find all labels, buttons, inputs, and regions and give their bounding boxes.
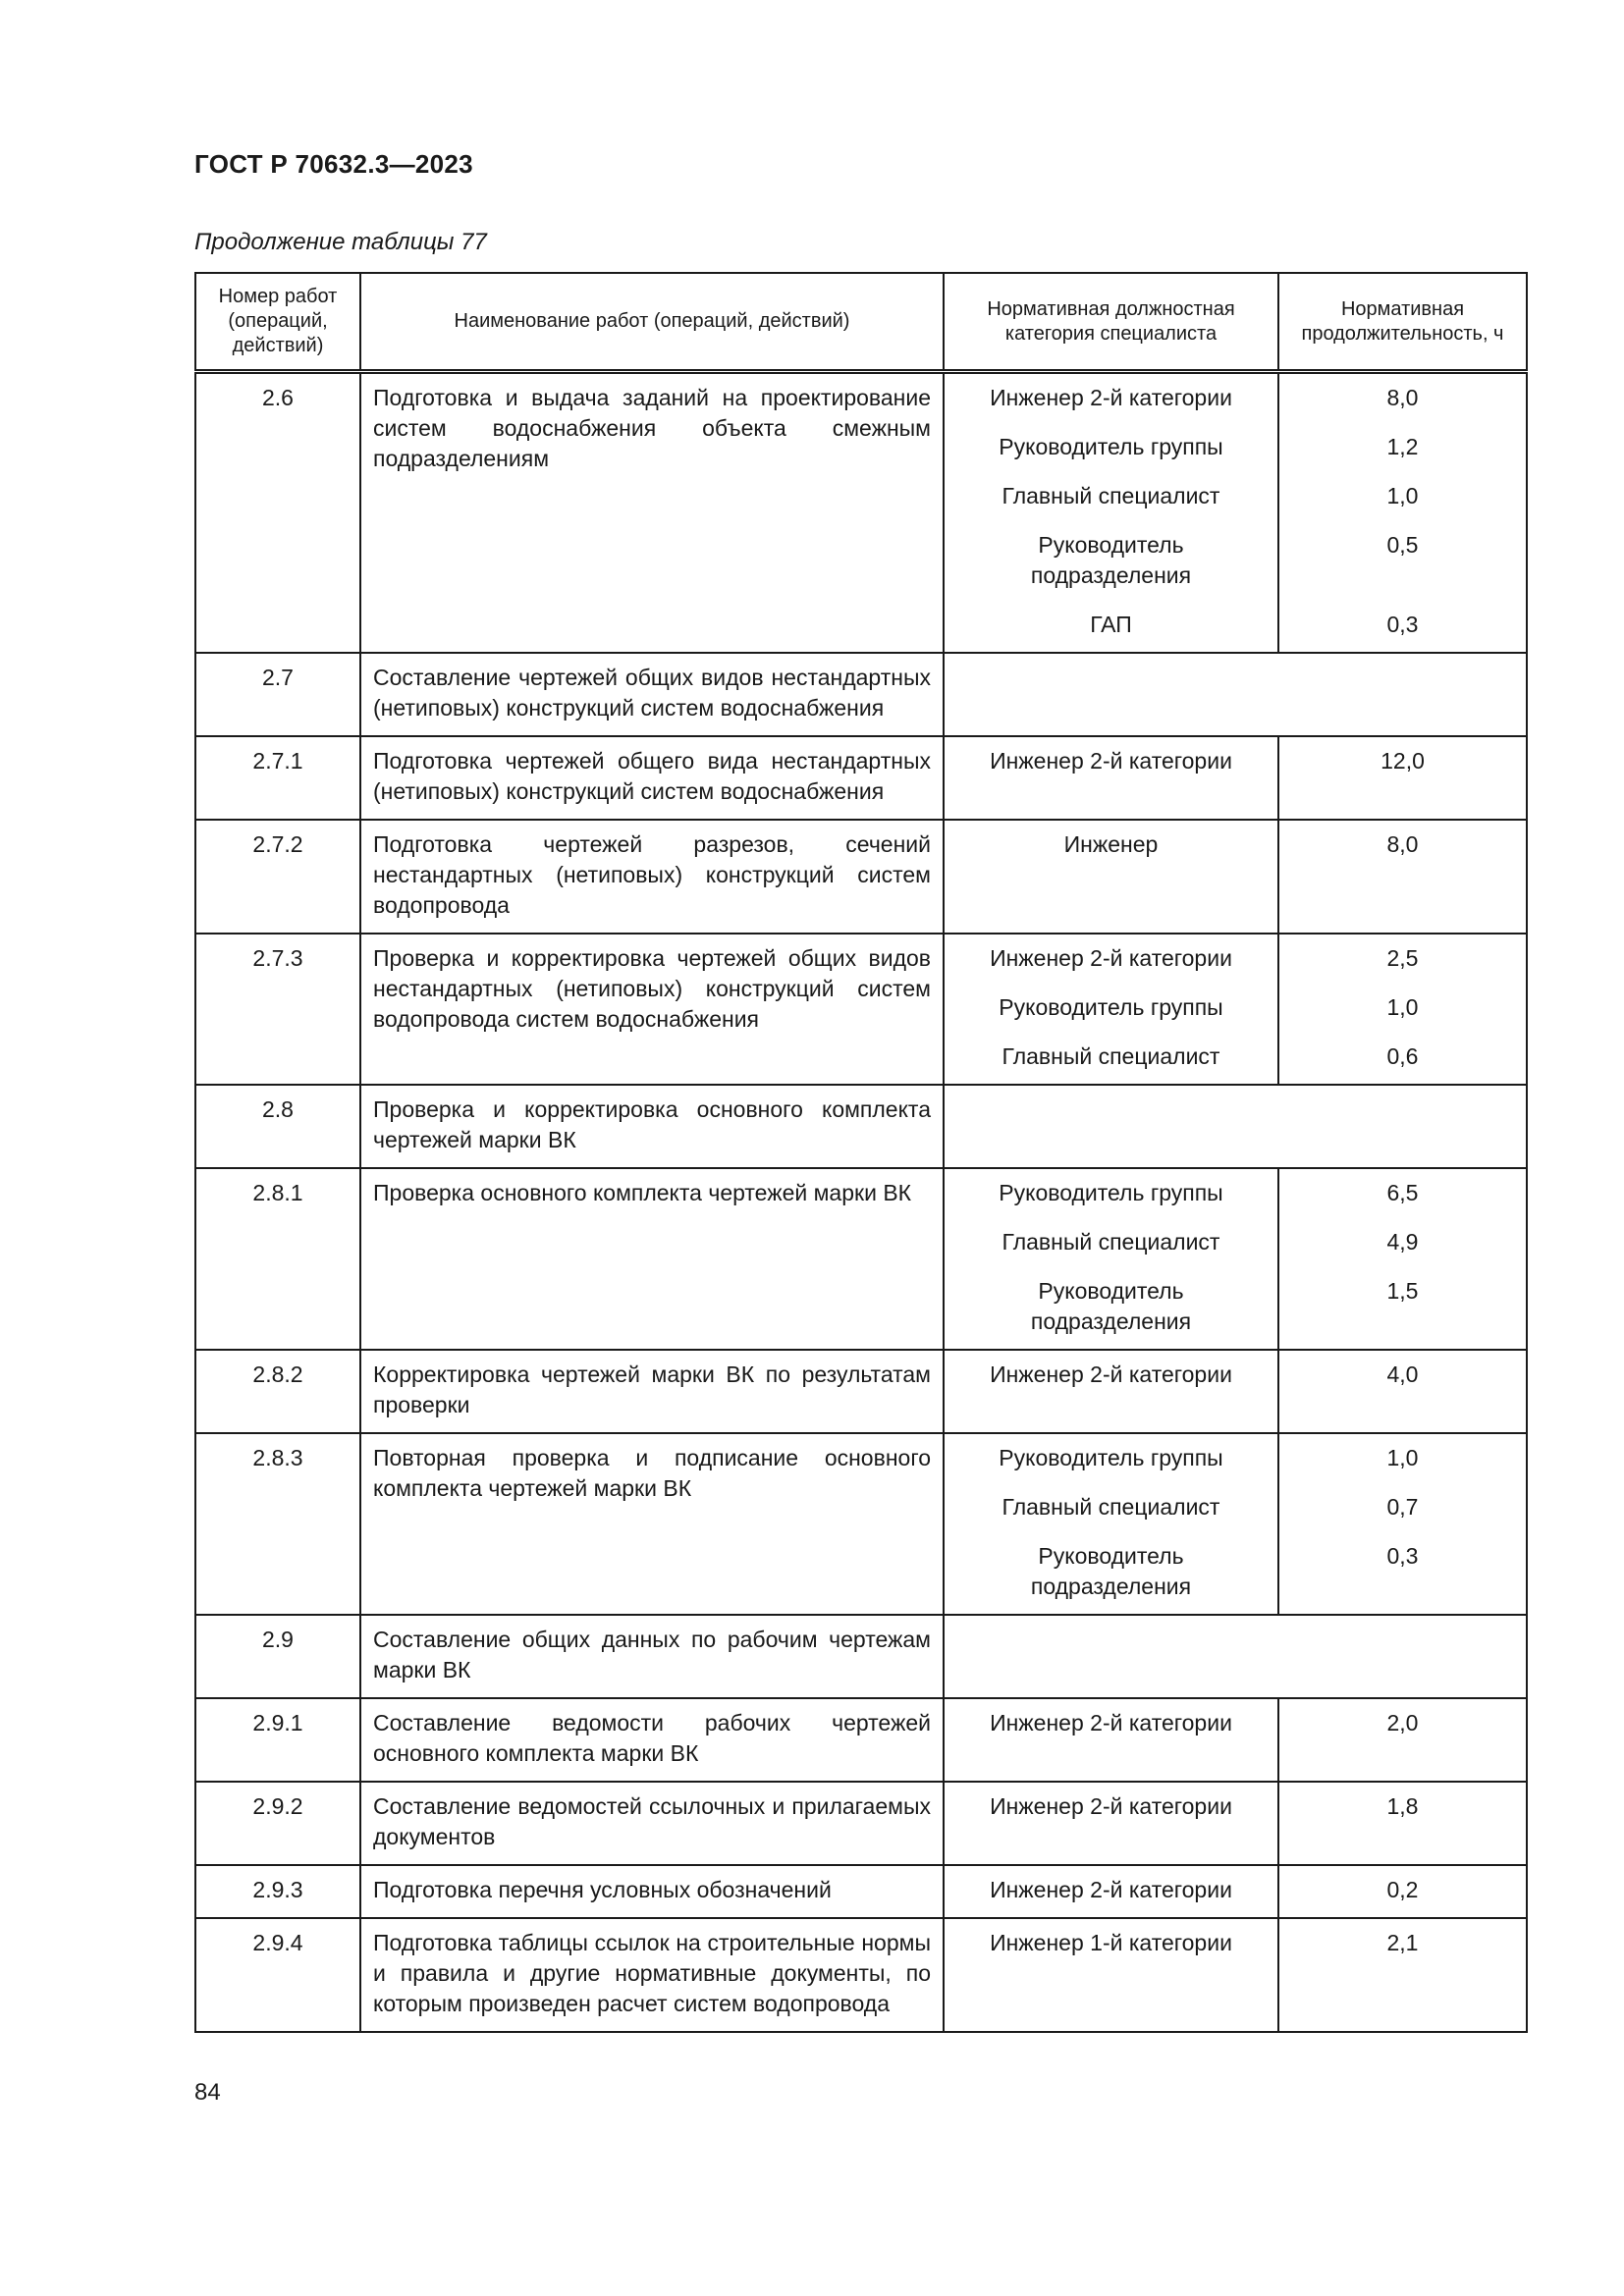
specialist-role: Инженер 2-й категории	[990, 1877, 1232, 1902]
table-row	[195, 1918, 1527, 2032]
work-number: 2.7	[195, 653, 360, 736]
work-number: 2.8.3	[195, 1433, 360, 1615]
specialist-role: Руководитель подразделения	[1030, 1543, 1192, 1599]
role-cell	[944, 1865, 1278, 1918]
work-number: 2.9.2	[195, 1782, 360, 1865]
duration-value: 1,0	[1386, 1445, 1419, 1470]
work-number: 2.9.4	[195, 1918, 360, 2032]
specialist-role: Инженер 2-й категории	[990, 1362, 1232, 1387]
page-number: 84	[194, 2079, 221, 2106]
hours-cell	[1278, 736, 1527, 820]
work-number: 2.7.3	[195, 934, 360, 1085]
specialist-role: Главный специалист	[1001, 1494, 1220, 1520]
hours-cell	[1278, 1865, 1527, 1918]
header-hours: Нормативная продолжительность, ч	[1278, 273, 1527, 372]
duration-value: 4,0	[1386, 1362, 1419, 1387]
table-row	[195, 934, 1527, 1085]
work-number: 2.7.1	[195, 736, 360, 820]
table-row	[195, 1168, 1527, 1350]
role-cell	[944, 1350, 1278, 1433]
role-cell	[944, 1168, 1278, 1350]
document-title: ГОСТ Р 70632.3—2023	[194, 149, 473, 179]
duration-value: 4,9	[1386, 1229, 1419, 1255]
hours-cell	[1278, 934, 1527, 1085]
duration-value: 12,0	[1380, 748, 1425, 774]
work-name: Проверка и корректировка чертежей общих видов нестандартных (нетиповых) конструкций систем водопровода систем водоснабжения	[360, 934, 944, 1085]
work-number: 2.8.1	[195, 1168, 360, 1350]
empty-cell	[944, 1085, 1527, 1168]
duration-value: 2,0	[1386, 1710, 1419, 1735]
specialist-role: Инженер 2-й категории	[990, 385, 1232, 410]
header-name: Наименование работ (операций, действий)	[360, 273, 944, 372]
work-number: 2.9	[195, 1615, 360, 1698]
specialist-role: Главный специалист	[1001, 1229, 1220, 1255]
work-name: Подготовка перечня условных обозначений	[360, 1865, 944, 1918]
table-row	[195, 653, 1527, 736]
work-name: Корректировка чертежей марки ВК по результатам проверки	[360, 1350, 944, 1433]
table-row	[195, 1615, 1527, 1698]
work-number: 2.8.2	[195, 1350, 360, 1433]
table-row	[195, 820, 1527, 934]
duration-value: 0,7	[1386, 1494, 1419, 1520]
table-header-row	[195, 273, 1527, 372]
role-cell	[944, 1918, 1278, 2032]
hours-cell	[1278, 1433, 1527, 1615]
hours-cell	[1278, 820, 1527, 934]
table-row	[195, 1782, 1527, 1865]
hours-cell	[1278, 1918, 1527, 2032]
specialist-role: Инженер	[1063, 831, 1159, 857]
duration-value: 0,6	[1386, 1043, 1419, 1069]
empty-cell	[944, 653, 1527, 736]
duration-value: 0,5	[1386, 532, 1419, 558]
duration-value: 1,5	[1386, 1278, 1419, 1304]
duration-value: 0,3	[1386, 1543, 1419, 1569]
role-cell	[944, 820, 1278, 934]
specialist-role: Руководитель группы	[999, 434, 1223, 459]
duration-value: 6,5	[1386, 1180, 1419, 1205]
specialist-role: Инженер 2-й категории	[990, 1793, 1232, 1819]
work-number: 2.6	[195, 372, 360, 654]
role-cell	[944, 736, 1278, 820]
specialist-role: Руководитель группы	[999, 1180, 1223, 1205]
duration-value: 1,0	[1386, 483, 1419, 508]
work-name: Составление ведомости рабочих чертежей основного комплекта марки ВК	[360, 1698, 944, 1782]
duration-value: 2,1	[1386, 1930, 1419, 1955]
duration-value: 8,0	[1386, 831, 1419, 857]
specialist-role: Руководитель подразделения	[1030, 532, 1192, 588]
work-number: 2.8	[195, 1085, 360, 1168]
specialist-role: Руководитель группы	[999, 994, 1223, 1020]
duration-value: 1,2	[1386, 434, 1419, 459]
work-name: Подготовка таблицы ссылок на строительные нормы и правила и другие нормативные документы, по которым произведен расчет систем водопровода	[360, 1918, 944, 2032]
table-caption: Продолжение таблицы 77	[194, 229, 487, 255]
specialist-role: Главный специалист	[1001, 483, 1220, 508]
specialist-role: Главный специалист	[1001, 1043, 1220, 1069]
table-row	[195, 372, 1527, 654]
table-row	[195, 1433, 1527, 1615]
norms-table	[194, 272, 1528, 2033]
role-cell	[944, 1782, 1278, 1865]
table-row	[195, 1865, 1527, 1918]
header-role: Нормативная должностная категория специалиста	[944, 273, 1278, 372]
work-number: 2.9.1	[195, 1698, 360, 1782]
duration-value: 2,5	[1386, 945, 1419, 971]
work-name: Составление общих данных по рабочим чертежам марки ВК	[360, 1615, 944, 1698]
hours-cell	[1278, 1782, 1527, 1865]
hours-cell	[1278, 1350, 1527, 1433]
work-name: Составление чертежей общих видов нестандартных (нетиповых) конструкций систем водоснабжения	[360, 653, 944, 736]
work-name: Проверка и корректировка основного комплекта чертежей марки ВК	[360, 1085, 944, 1168]
role-cell	[944, 372, 1278, 654]
empty-cell	[944, 1615, 1527, 1698]
table-row	[195, 1350, 1527, 1433]
specialist-role: Инженер 1-й категории	[990, 1930, 1232, 1955]
work-name: Подготовка чертежей общего вида нестандартных (нетиповых) конструкций систем водоснабжения	[360, 736, 944, 820]
hours-cell	[1278, 1168, 1527, 1350]
duration-value: 8,0	[1386, 385, 1419, 410]
specialist-role: ГАП	[1090, 612, 1132, 637]
specialist-role: Руководитель группы	[999, 1445, 1223, 1470]
specialist-role: Руководитель подразделения	[1030, 1278, 1192, 1334]
table-row	[195, 736, 1527, 820]
table-row	[195, 1085, 1527, 1168]
header-num: Номер работ (операций, действий)	[195, 273, 360, 372]
work-name: Проверка основного комплекта чертежей марки ВК	[360, 1168, 944, 1350]
role-cell	[944, 934, 1278, 1085]
duration-value: 0,3	[1386, 612, 1419, 637]
table-row	[195, 1698, 1527, 1782]
specialist-role: Инженер 2-й категории	[990, 945, 1232, 971]
duration-value: 1,8	[1386, 1793, 1419, 1819]
role-cell	[944, 1698, 1278, 1782]
specialist-role: Инженер 2-й категории	[990, 1710, 1232, 1735]
work-number: 2.9.3	[195, 1865, 360, 1918]
work-name: Составление ведомостей ссылочных и прилагаемых документов	[360, 1782, 944, 1865]
table-body	[195, 372, 1527, 2033]
work-name: Подготовка чертежей разрезов, сечений нестандартных (нетиповых) конструкций систем водопровода	[360, 820, 944, 934]
duration-value: 0,2	[1386, 1877, 1419, 1902]
work-number: 2.7.2	[195, 820, 360, 934]
specialist-role: Инженер 2-й категории	[990, 748, 1232, 774]
duration-value: 1,0	[1386, 994, 1419, 1020]
role-cell	[944, 1433, 1278, 1615]
hours-cell	[1278, 372, 1527, 654]
hours-cell	[1278, 1698, 1527, 1782]
work-name: Подготовка и выдача заданий на проектирование систем водоснабжения объекта смежным подразделениям	[360, 372, 944, 654]
work-name: Повторная проверка и подписание основного комплекта чертежей марки ВК	[360, 1433, 944, 1615]
